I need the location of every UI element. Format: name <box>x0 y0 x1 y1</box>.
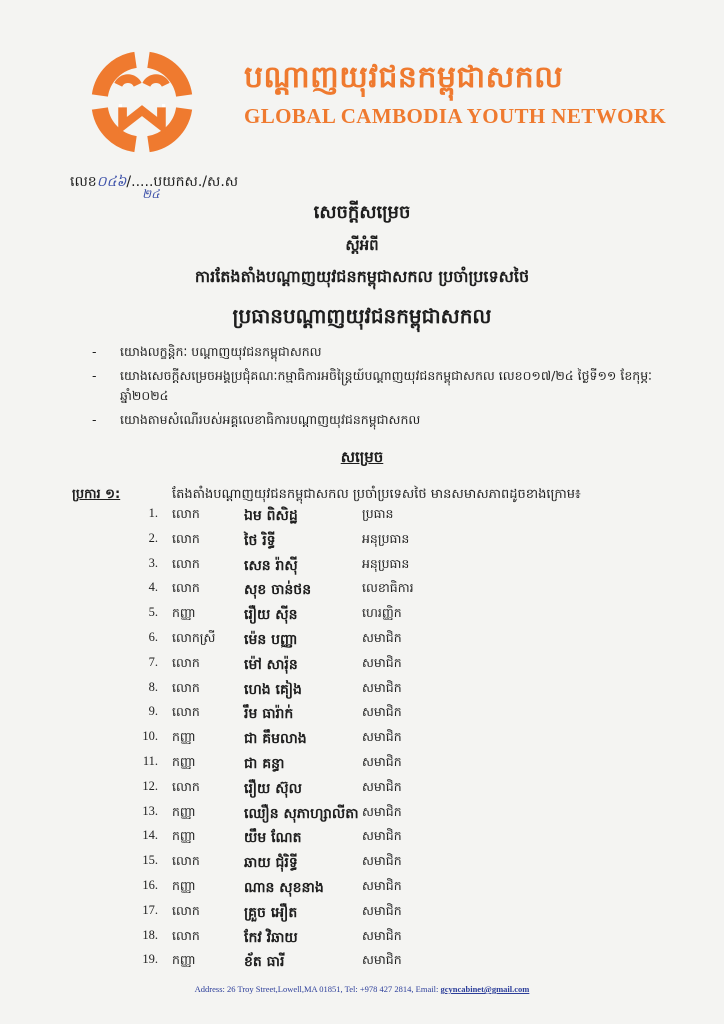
member-name: ណាន សុខនាង <box>244 880 324 896</box>
org-name-khmer: បណ្តាញយុវជនកម្ពុជាសកល <box>244 60 564 95</box>
member-number: 17. <box>142 902 158 917</box>
member-title: លោក <box>172 704 200 720</box>
member-title: លោក <box>172 778 200 794</box>
member-row <box>0 828 724 852</box>
member-name: ឈឿន សុភាហ្សាលីតា <box>244 805 359 822</box>
member-title: លោក <box>172 853 200 869</box>
member-name: ម៉ៅ សារ៉ុន <box>244 656 298 673</box>
subject-title: ការតែងតាំងបណ្តាញយុវជនកម្ពុជាសកល ប្រចាំប្រទេសថៃ <box>194 267 530 286</box>
bullet-item: - យោងតាមសំណើរបស់អគ្គលេខាធិការបណ្តាញយុវជនកម្ពុជាសកល <box>92 412 421 427</box>
member-role: ហេរញ្ញិក <box>362 605 402 621</box>
member-name: កែវ វិឆាយ <box>244 929 298 946</box>
decision-title: សេចក្តីសម្រេច <box>313 202 411 223</box>
article-label: ប្រការ ១: <box>72 487 121 502</box>
member-title: លោកស្រី <box>172 630 216 645</box>
member-row <box>0 779 724 803</box>
article-text: តែងតាំងបណ្តាញយុវជនកម្ពុជាសកល ប្រចាំប្រទេសថៃ មានសមាសភាពដូចខាងក្រោម៖ <box>172 487 581 502</box>
reference-handwritten-number: ០៤៦ <box>96 174 127 190</box>
member-number: 2. <box>148 530 158 545</box>
member-row <box>0 804 724 828</box>
member-name: ខ័ត ធារី <box>244 954 285 971</box>
member-title: កញ្ញា <box>172 729 196 745</box>
member-row <box>0 655 724 679</box>
member-name: ជា គឹមលាង <box>244 731 307 748</box>
member-number: 8. <box>148 679 158 694</box>
member-row <box>0 952 724 976</box>
member-name: ឆាយ ជុំរិទ្ធី <box>244 855 298 872</box>
member-role: សមាជិក <box>362 878 402 893</box>
member-title: កញ្ញា <box>172 803 196 819</box>
member-title: លោក <box>172 530 200 546</box>
member-number: 5. <box>148 605 158 620</box>
member-number: 6. <box>148 630 158 644</box>
member-number: 9. <box>148 704 158 719</box>
member-title: កញ្ញា <box>172 878 196 893</box>
member-number: 16. <box>142 878 158 892</box>
member-row <box>0 680 724 704</box>
member-role: សមាជិក <box>362 630 402 645</box>
member-number: 4. <box>148 580 158 595</box>
member-title: លោក <box>172 580 200 596</box>
reference-bullets <box>92 342 652 434</box>
member-title: លោក <box>172 679 200 695</box>
reference-number: លេខ០៤៦/.....បយកស./ស.ស ២៤ <box>70 172 238 193</box>
org-name-english: GLOBAL CAMBODIA YOUTH NETWORK <box>244 104 667 128</box>
member-role: សមាជិក <box>362 952 402 968</box>
member-row <box>0 704 724 728</box>
reference-prefix: លេខ <box>70 174 97 190</box>
member-role: សមាជិក <box>362 803 402 819</box>
member-role: សមាជិក <box>362 828 402 844</box>
member-title: លោក <box>172 927 200 943</box>
member-role: សមាជិក <box>362 853 402 869</box>
member-name: យឹម ណែត <box>244 830 302 847</box>
member-number: 11. <box>142 754 158 768</box>
member-name: ជា គន្ធា <box>244 756 285 772</box>
member-role: សមាជិក <box>362 754 402 769</box>
member-role: សមាជិក <box>362 654 402 670</box>
member-role: លេខាធិការ <box>362 580 414 596</box>
member-number: 18. <box>142 927 158 942</box>
member-row <box>0 878 724 902</box>
member-row <box>0 928 724 952</box>
member-title: កញ្ញា <box>172 754 196 769</box>
member-number: 12. <box>142 778 158 793</box>
article-1 <box>72 486 581 505</box>
member-title: កញ្ញា <box>172 952 196 968</box>
member-name: គ្រួច អឿត <box>244 904 298 921</box>
member-name: សុខ ចាន់ថន <box>244 582 312 599</box>
member-name: សេន រ៉ាស៊ី <box>244 557 298 574</box>
member-row <box>0 605 724 629</box>
member-row <box>0 556 724 580</box>
bullet-item: - យោងលក្ខន្តិកៈ បណ្តាញយុវជនកម្ពុជាសកល <box>92 344 322 359</box>
about-title: ស្តីអំពី <box>345 236 379 254</box>
member-role: ប្រធាន <box>362 506 394 521</box>
member-name: ហេង គៀង <box>244 681 302 698</box>
reference-suffix: បយកស./ស.ស <box>153 174 239 190</box>
footer-email-link[interactable]: gcyncabinet@gmail.com <box>440 984 530 994</box>
member-row <box>0 580 724 604</box>
member-role: សមាជិក <box>362 704 402 720</box>
member-number: 10. <box>142 729 158 744</box>
organization-logo <box>88 48 196 156</box>
member-role: សមាជិក <box>362 927 402 943</box>
member-title: លោក <box>172 555 200 571</box>
member-row <box>0 506 724 530</box>
member-name: ម៉េន បញ្ញា <box>244 632 298 648</box>
member-number: 15. <box>142 853 158 868</box>
member-title: លោក <box>172 506 200 521</box>
member-number: 7. <box>148 654 158 669</box>
member-number: 13. <box>142 803 158 818</box>
member-row <box>0 903 724 927</box>
bullet-item: - យោងសេចក្តីសម្រេចអង្គប្រជុំគណៈកម្មាធិការអចិន្ត្រៃយ៍បណ្តាញយុវជនកម្ពុជាសកល លេខ០១៧/២៤ ថ្ងៃទី១១ ខែកុម្ភៈ ឆ្នាំ២០២៤ <box>92 368 652 403</box>
reference-handwritten-sub: ២៤ <box>142 187 160 201</box>
member-role: សមាជិក <box>362 902 402 918</box>
member-number: 19. <box>142 952 158 967</box>
member-row <box>0 729 724 753</box>
footer-address-text: Address: 26 Troy Street,Lowell,MA 01851, Tel: +978 427 2814, Email: <box>194 984 441 994</box>
member-title: លោក <box>172 902 200 918</box>
member-name: ថៃ រិទ្ធី <box>244 532 276 549</box>
member-title: លោក <box>172 654 200 670</box>
member-name: រឹម ធារ៉ាក់ <box>244 706 294 723</box>
member-role: អនុប្រធាន <box>362 530 410 546</box>
member-role: សមាជិក <box>362 729 402 745</box>
member-row <box>0 754 724 778</box>
decided-heading: សម្រេច <box>340 448 384 466</box>
member-role: អនុប្រធាន <box>362 555 410 571</box>
member-number: 1. <box>148 506 158 520</box>
president-title: ប្រធានបណ្តាញយុវជនកម្ពុជាសកល <box>232 304 492 328</box>
member-row <box>0 853 724 877</box>
member-name: រឿយ ស៊ុល <box>244 780 302 797</box>
footer-address <box>0 984 724 994</box>
member-role: សមាជិក <box>362 679 402 695</box>
member-number: 14. <box>142 828 158 843</box>
member-name: រឿយ ស៊ីន <box>244 607 298 624</box>
member-title: កញ្ញា <box>172 605 196 621</box>
member-role: សមាជិក <box>362 778 402 794</box>
member-name: ឯម ពិសិដ្ឋ <box>244 508 298 524</box>
member-number: 3. <box>148 555 158 570</box>
member-row <box>0 531 724 555</box>
member-title: កញ្ញា <box>172 828 196 844</box>
member-row <box>0 630 724 654</box>
